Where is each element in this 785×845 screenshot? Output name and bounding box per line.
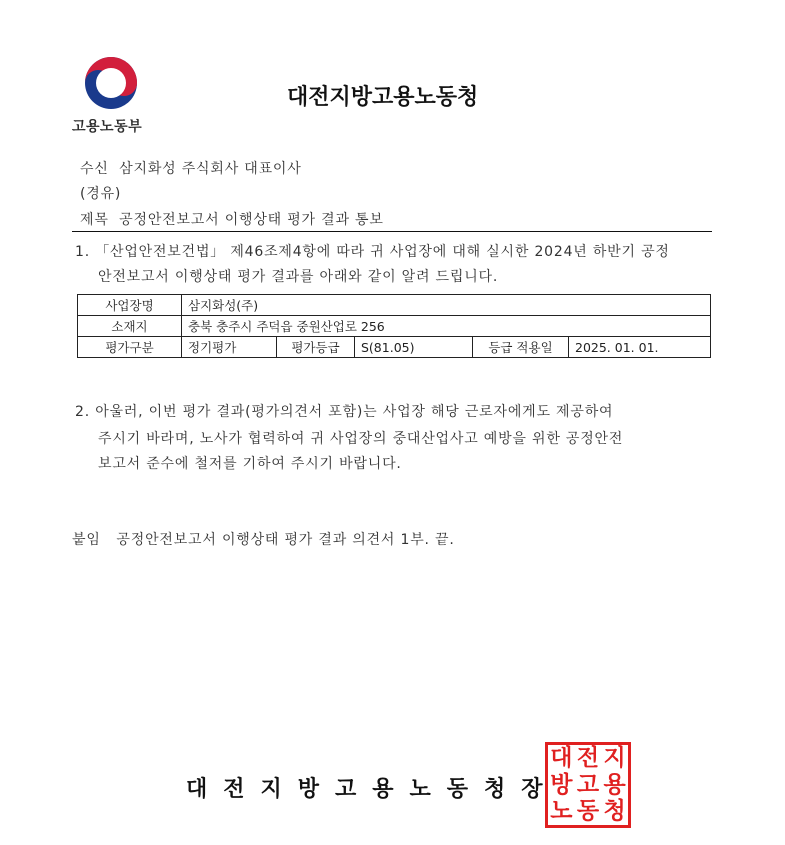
- body-paragraph-1-line-1: 1. 「산업안전보건법」 제46조제4항에 따라 귀 사업장에 대해 실시한 2024년 하반기 공정: [75, 244, 670, 260]
- apply-date-value: 2025. 01. 01.: [569, 337, 711, 358]
- seal-char: 동: [576, 798, 600, 825]
- seal-char: 고: [576, 771, 600, 798]
- official-seal-stamp: [545, 742, 631, 828]
- evaluation-info-table: [77, 294, 711, 358]
- signature-title: 대전지방고용노동청장: [186, 777, 559, 802]
- subject-divider: [72, 231, 712, 232]
- recipient-row: [80, 158, 302, 178]
- apply-date-label: 등급 적용일: [473, 337, 569, 358]
- workplace-label: 사업장명: [78, 295, 182, 316]
- seal-char: 지: [603, 745, 626, 771]
- body-paragraph-1-line-2: 안전보고서 이행상태 평가 결과를 아래와 같이 알려 드립니다.: [98, 269, 499, 285]
- eval-type-label: 평가구분: [78, 337, 182, 358]
- seal-char: 방: [550, 771, 573, 798]
- subject-row: [80, 209, 384, 229]
- taegeuk-logo-icon: [84, 56, 138, 110]
- seal-char: 용: [603, 771, 626, 798]
- agency-title: 대전지방고용노동청: [287, 85, 479, 110]
- table-row: [78, 316, 711, 337]
- subject-label: 제목: [80, 212, 109, 228]
- via-row: (경유): [80, 186, 122, 202]
- seal-char: 대: [550, 745, 573, 771]
- seal-char: 노: [550, 798, 573, 825]
- attachment-label: 붙임: [72, 532, 101, 548]
- address-value: 충북 충주시 주덕읍 중원산업로 256: [182, 316, 711, 337]
- subject-value: 공정안전보고서 이행상태 평가 결과 통보: [119, 212, 384, 228]
- attachment-value: 공정안전보고서 이행상태 평가 결과 의견서 1부. 끝.: [116, 532, 455, 548]
- grade-label: 평가등급: [277, 337, 355, 358]
- attachment-row: [72, 529, 455, 549]
- address-label: 소재지: [78, 316, 182, 337]
- table-row: [78, 337, 711, 358]
- seal-char: 전: [576, 745, 600, 771]
- grade-value: S(81.05): [355, 337, 473, 358]
- workplace-value: 삼지화성(주): [182, 295, 711, 316]
- recipient-value: 삼지화성 주식회사 대표이사: [119, 161, 302, 177]
- body-paragraph-2-line-1: 2. 아울러, 이번 평가 결과(평가의견서 포함)는 사업장 해당 근로자에게도 제공하여: [75, 404, 614, 420]
- ministry-logo-text: 고용노동부: [72, 119, 143, 135]
- body-paragraph-2-line-2: 주시기 바라며, 노사가 협력하여 귀 사업장의 중대산업사고 예방을 위한 공정안전: [98, 431, 624, 447]
- seal-char: 청: [603, 798, 626, 825]
- table-row: [78, 295, 711, 316]
- eval-type-value: 정기평가: [182, 337, 277, 358]
- recipient-label: 수신: [80, 161, 109, 177]
- seal-characters: [548, 745, 628, 825]
- body-paragraph-2-line-3: 보고서 준수에 철저를 기하여 주시기 바랍니다.: [98, 456, 402, 472]
